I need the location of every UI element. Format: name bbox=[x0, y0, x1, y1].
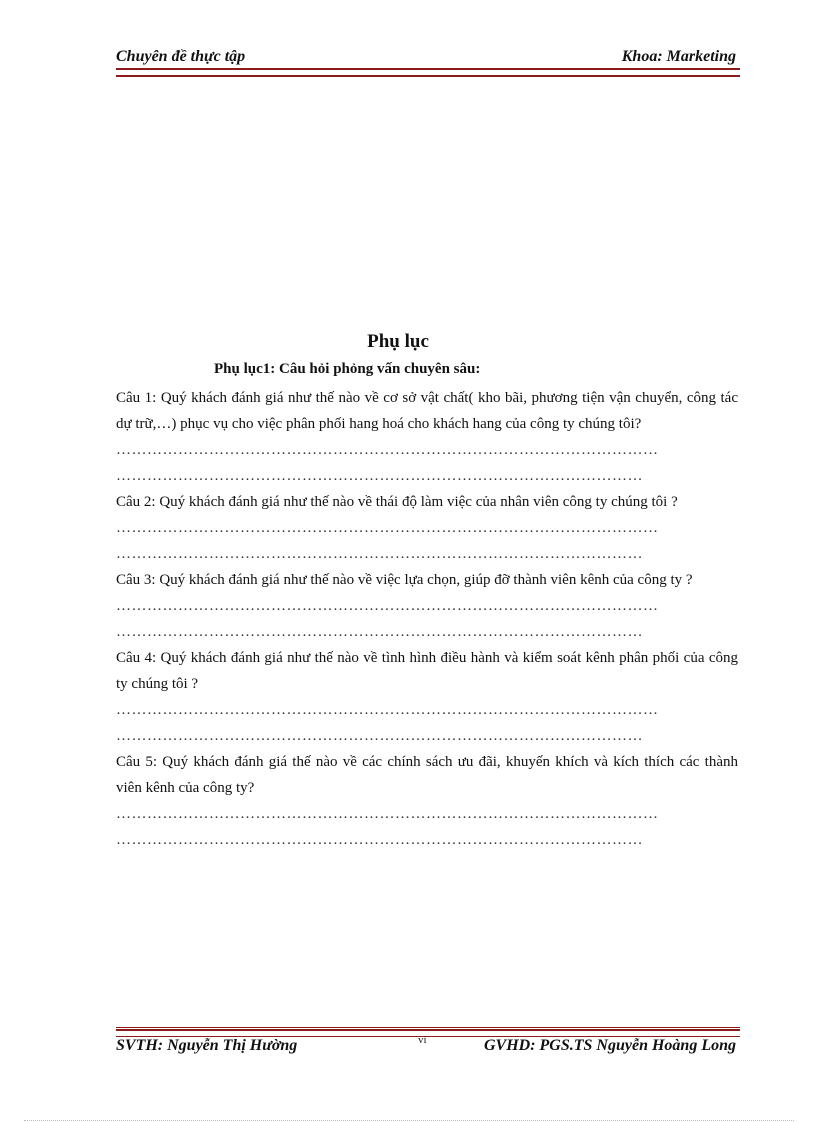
header-faculty: Khoa: Marketing bbox=[621, 48, 736, 65]
question-block bbox=[116, 567, 738, 645]
question-block bbox=[116, 645, 738, 749]
header-rule-thin bbox=[116, 76, 740, 77]
section-subtitle: Phụ lục1: Câu hỏi phỏng vấn chuyên sâu: bbox=[214, 361, 481, 377]
answer-line: …………………………………………………………………………………………… bbox=[116, 702, 659, 718]
question-4: Câu 4: Quý khách đánh giá như thế nào về tình hình điều hành và kiểm soát kênh phân phối của công ty chúng tôi ? bbox=[116, 650, 738, 692]
header-subject: Chuyên đề thực tập bbox=[116, 48, 246, 65]
question-3: Câu 3: Quý khách đánh giá như thế nào về việc lựa chọn, giúp đỡ thành viên kênh của công ty ? bbox=[116, 572, 693, 588]
answer-line: ………………………………………………………………………………………… bbox=[116, 728, 643, 744]
answer-line: ………………………………………………………………………………………… bbox=[116, 546, 643, 562]
question-list bbox=[116, 385, 738, 853]
question-2: Câu 2: Quý khách đánh giá như thế nào về thái độ làm việc của nhân viên công ty chúng tôi ? bbox=[116, 494, 678, 510]
footer-advisor: GVHD: PGS.TS Nguyễn Hoàng Long bbox=[483, 1037, 736, 1054]
page-edge-dotted bbox=[24, 1120, 794, 1121]
answer-line: …………………………………………………………………………………………… bbox=[116, 442, 659, 458]
header-rule bbox=[116, 68, 740, 76]
page-title: Phụ lục bbox=[367, 331, 429, 352]
footer-student: SVTH: Nguyễn Thị Hường bbox=[116, 1037, 298, 1054]
answer-line: …………………………………………………………………………………………… bbox=[116, 598, 659, 614]
question-block bbox=[116, 385, 738, 489]
answer-line: ………………………………………………………………………………………… bbox=[116, 624, 643, 640]
page-number: vi bbox=[418, 1034, 427, 1046]
answer-line: ………………………………………………………………………………………… bbox=[116, 468, 643, 484]
question-block bbox=[116, 489, 738, 567]
footer-rule bbox=[116, 1029, 740, 1037]
answer-line: ………………………………………………………………………………………… bbox=[116, 832, 643, 848]
question-5: Câu 5: Quý khách đánh giá thế nào về các chính sách ưu đãi, khuyến khích và kích thích các thành viên kênh của công ty? bbox=[116, 754, 738, 796]
answer-line: …………………………………………………………………………………………… bbox=[116, 806, 659, 822]
answer-line: …………………………………………………………………………………………… bbox=[116, 520, 659, 536]
question-block bbox=[116, 749, 738, 853]
footer-rule-thin bbox=[116, 1027, 740, 1028]
question-1: Câu 1: Quý khách đánh giá như thế nào về cơ sở vật chất( kho bãi, phương tiện vận chuyển, công tác dự trữ,…) phục vụ cho việc phân phối hang hoá cho khách hang của công ty chúng tôi? bbox=[116, 390, 738, 432]
